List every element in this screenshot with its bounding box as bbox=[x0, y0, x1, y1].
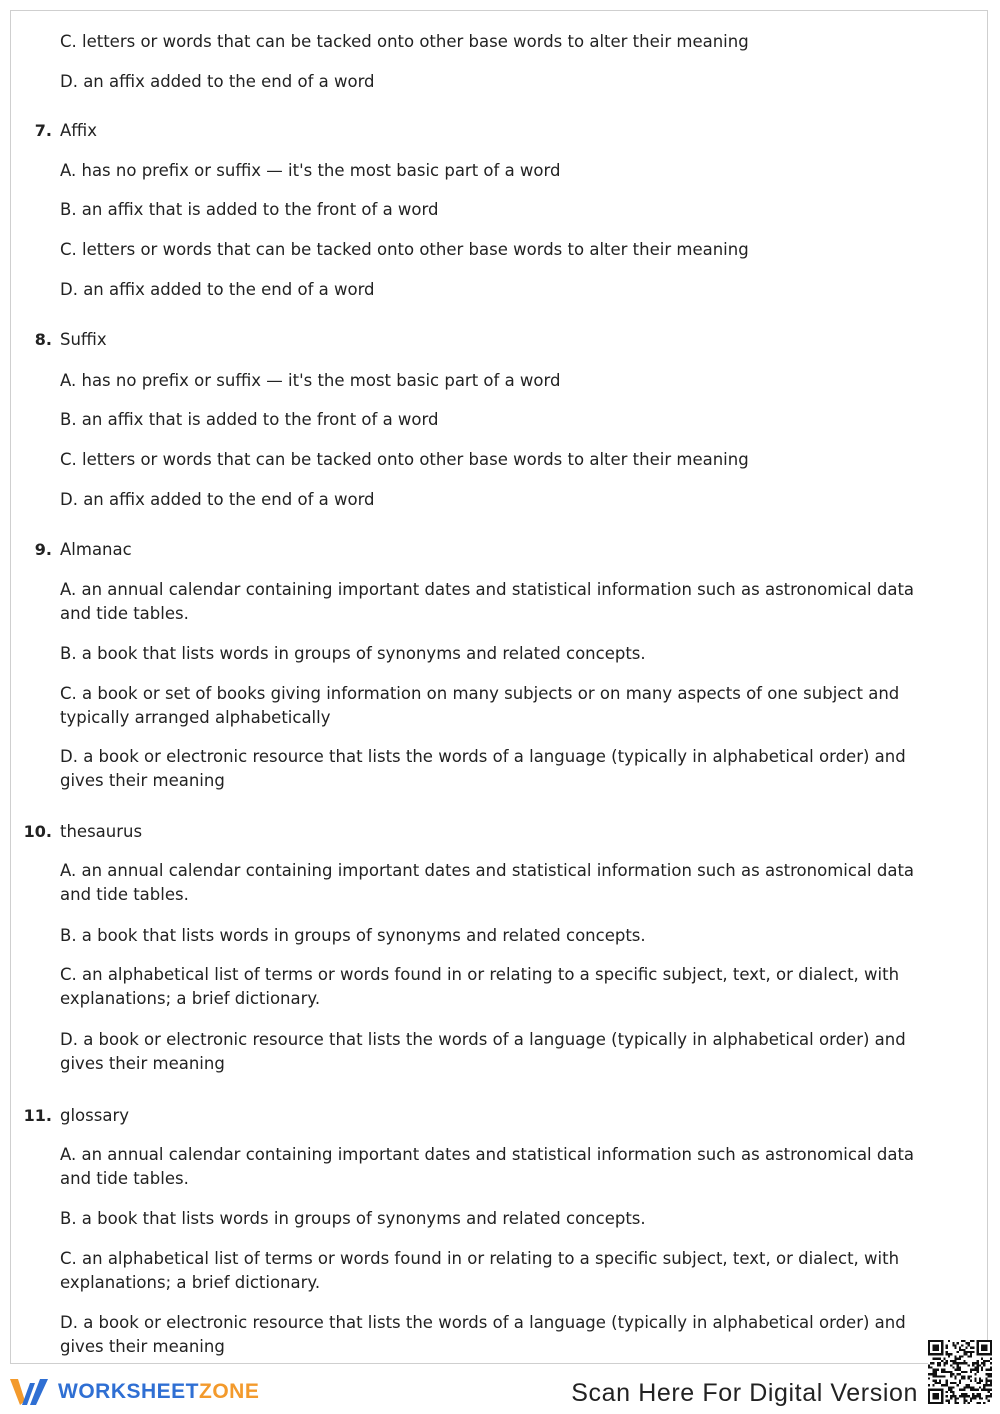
option-a: A. has no prefix or suffix — it's the most basic part of a word bbox=[60, 161, 561, 180]
logo-word-worksheet: WORKSHEET bbox=[58, 1380, 199, 1403]
option-b: B. a book that lists words in groups of synonyms and related concepts. bbox=[60, 644, 646, 663]
option-b: B. an affix that is added to the front of a word bbox=[60, 410, 439, 429]
question-number: 9. bbox=[34, 540, 52, 559]
worksheetzone-logo[interactable] bbox=[10, 1376, 259, 1408]
logo-word-zone: ZONE bbox=[199, 1380, 260, 1403]
option-c: C. an alphabetical list of terms or words found in or relating to a specific subject, text, or dialect, with explanations; a brief dictionary. bbox=[60, 965, 900, 1008]
option-d: D. an affix added to the end of a word bbox=[60, 280, 375, 299]
option-a: A. an annual calendar containing important dates and statistical information such as astronomical data and tide tables. bbox=[60, 861, 915, 904]
question-term: Affix bbox=[60, 121, 98, 140]
option-c: C. an alphabetical list of terms or words found in or relating to a specific subject, text, or dialect, with explanations; a brief dictionary. bbox=[60, 1249, 900, 1292]
option-b: B. an affix that is added to the front of a word bbox=[60, 200, 439, 219]
question-term: thesaurus bbox=[60, 822, 143, 841]
option-a: A. an annual calendar containing important dates and statistical information such as astronomical data and tide tables. bbox=[60, 1145, 915, 1188]
option-d: D. an affix added to the end of a word bbox=[60, 490, 375, 509]
qr-code-icon[interactable] bbox=[928, 1340, 992, 1404]
question-number: 7. bbox=[34, 121, 52, 140]
option-d: D. an affix added to the end of a word bbox=[60, 72, 375, 91]
scan-caption: Scan Here For Digital Version bbox=[571, 1379, 918, 1407]
option-c: C. letters or words that can be tacked onto other base words to alter their meaning bbox=[60, 240, 749, 259]
logo-text bbox=[58, 1380, 259, 1404]
logo-mark-icon bbox=[10, 1377, 50, 1407]
option-c: C. a book or set of books giving information on many subjects or on many aspects of one subject and typically arranged alphabetically bbox=[60, 684, 900, 727]
option-b: B. a book that lists words in groups of synonyms and related concepts. bbox=[60, 926, 646, 945]
option-d: D. a book or electronic resource that lists the words of a language (typically in alphabetical order) and gives their meaning bbox=[60, 747, 906, 790]
option-b: B. a book that lists words in groups of synonyms and related concepts. bbox=[60, 1209, 646, 1228]
question-number: 10. bbox=[23, 822, 52, 841]
option-a: A. has no prefix or suffix — it's the most basic part of a word bbox=[60, 371, 561, 390]
option-c: C. letters or words that can be tacked onto other base words to alter their meaning bbox=[60, 32, 749, 51]
option-d: D. a book or electronic resource that lists the words of a language (typically in alphabetical order) and gives their meaning bbox=[60, 1313, 906, 1356]
option-a: A. an annual calendar containing important dates and statistical information such as astronomical data and tide tables. bbox=[60, 580, 915, 623]
question-number: 8. bbox=[34, 330, 52, 349]
question-number: 11. bbox=[23, 1106, 52, 1125]
question-term: Almanac bbox=[60, 540, 132, 559]
option-c: C. letters or words that can be tacked onto other base words to alter their meaning bbox=[60, 450, 749, 469]
page-footer bbox=[0, 1366, 1000, 1414]
question-term: glossary bbox=[60, 1106, 130, 1125]
question-term: Suffix bbox=[60, 330, 107, 349]
option-d: D. a book or electronic resource that lists the words of a language (typically in alphabetical order) and gives their meaning bbox=[60, 1030, 906, 1073]
